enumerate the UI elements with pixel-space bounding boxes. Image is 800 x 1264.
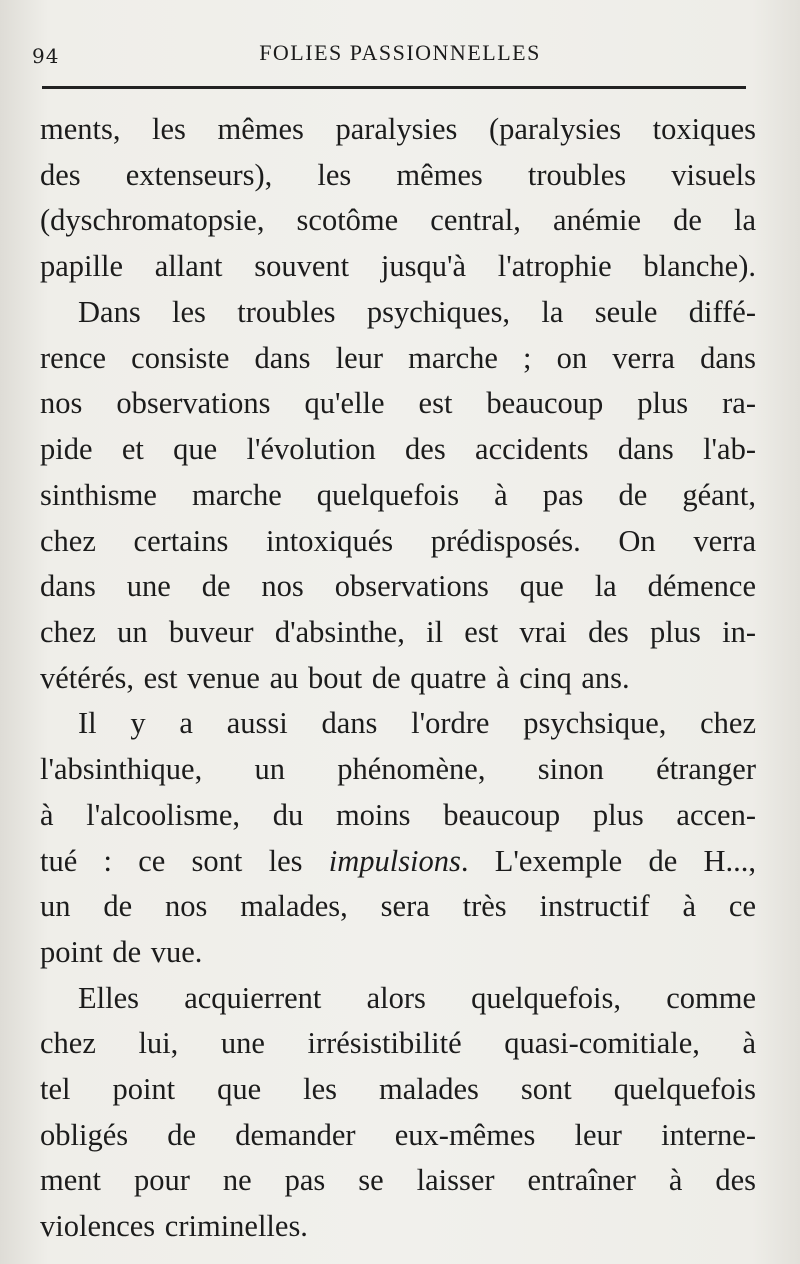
text-line: dans une de nos observations que la démence	[40, 569, 756, 603]
text-line: à l'alcoolisme, du moins beaucoup plus accen-	[40, 798, 756, 832]
text-line: sinthisme marche quelquefois à pas de géant,	[40, 478, 756, 512]
text-line: Dans les troubles psychiques, la seule diffé-	[78, 295, 756, 329]
italic-term: impulsions	[328, 844, 461, 878]
text-line: Il y a aussi dans l'ordre psychsique, chez	[78, 706, 756, 740]
text-line: violences criminelles.	[40, 1209, 308, 1243]
text-line: obligés de demander eux-mêmes leur interne-	[40, 1118, 756, 1152]
text-segment: tué : ce sont les	[40, 844, 329, 878]
text-line: pide et que l'évolution des accidents dans l'ab-	[40, 432, 756, 466]
text-line: Elles acquierrent alors quelquefois, comme	[78, 981, 756, 1015]
text-segment: . L'exemple de H...,	[460, 844, 756, 878]
text-line: papille allant souvent jusqu'à l'atrophie blanche).	[40, 249, 756, 283]
text-line: ments, les mêmes paralysies (paralysies toxiques	[40, 112, 756, 146]
text-line: l'absinthique, un phénomène, sinon étranger	[40, 752, 756, 786]
text-line	[40, 838, 756, 884]
text-line: vétérés, est venue au bout de quatre à cinq ans.	[40, 661, 630, 695]
text-line: rence consiste dans leur marche ; on verra dans	[40, 341, 756, 375]
text-line: tel point que les malades sont quelquefois	[40, 1072, 756, 1106]
text-line: un de nos malades, sera très instructif à ce	[40, 889, 756, 923]
text-line: chez lui, une irrésistibilité quasi-comitiale, à	[40, 1026, 756, 1060]
header-rule	[42, 86, 746, 89]
text-line: point de vue.	[40, 935, 203, 969]
page-number: 94	[32, 44, 60, 68]
text-line: chez un buveur d'absinthe, il est vrai des plus in-	[40, 615, 756, 649]
text-line: des extenseurs), les mêmes troubles visuels	[40, 158, 756, 192]
text-line: ment pour ne pas se laisser entraîner à des	[40, 1163, 756, 1197]
text-line: nos observations qu'elle est beaucoup plus ra-	[40, 386, 756, 420]
running-title: FOLIES PASSIONNELLES	[259, 40, 541, 65]
text-line: (dyschromatopsie, scotôme central, anémie de la	[40, 203, 756, 237]
text-line: chez certains intoxiqués prédisposés. On verra	[40, 524, 756, 558]
